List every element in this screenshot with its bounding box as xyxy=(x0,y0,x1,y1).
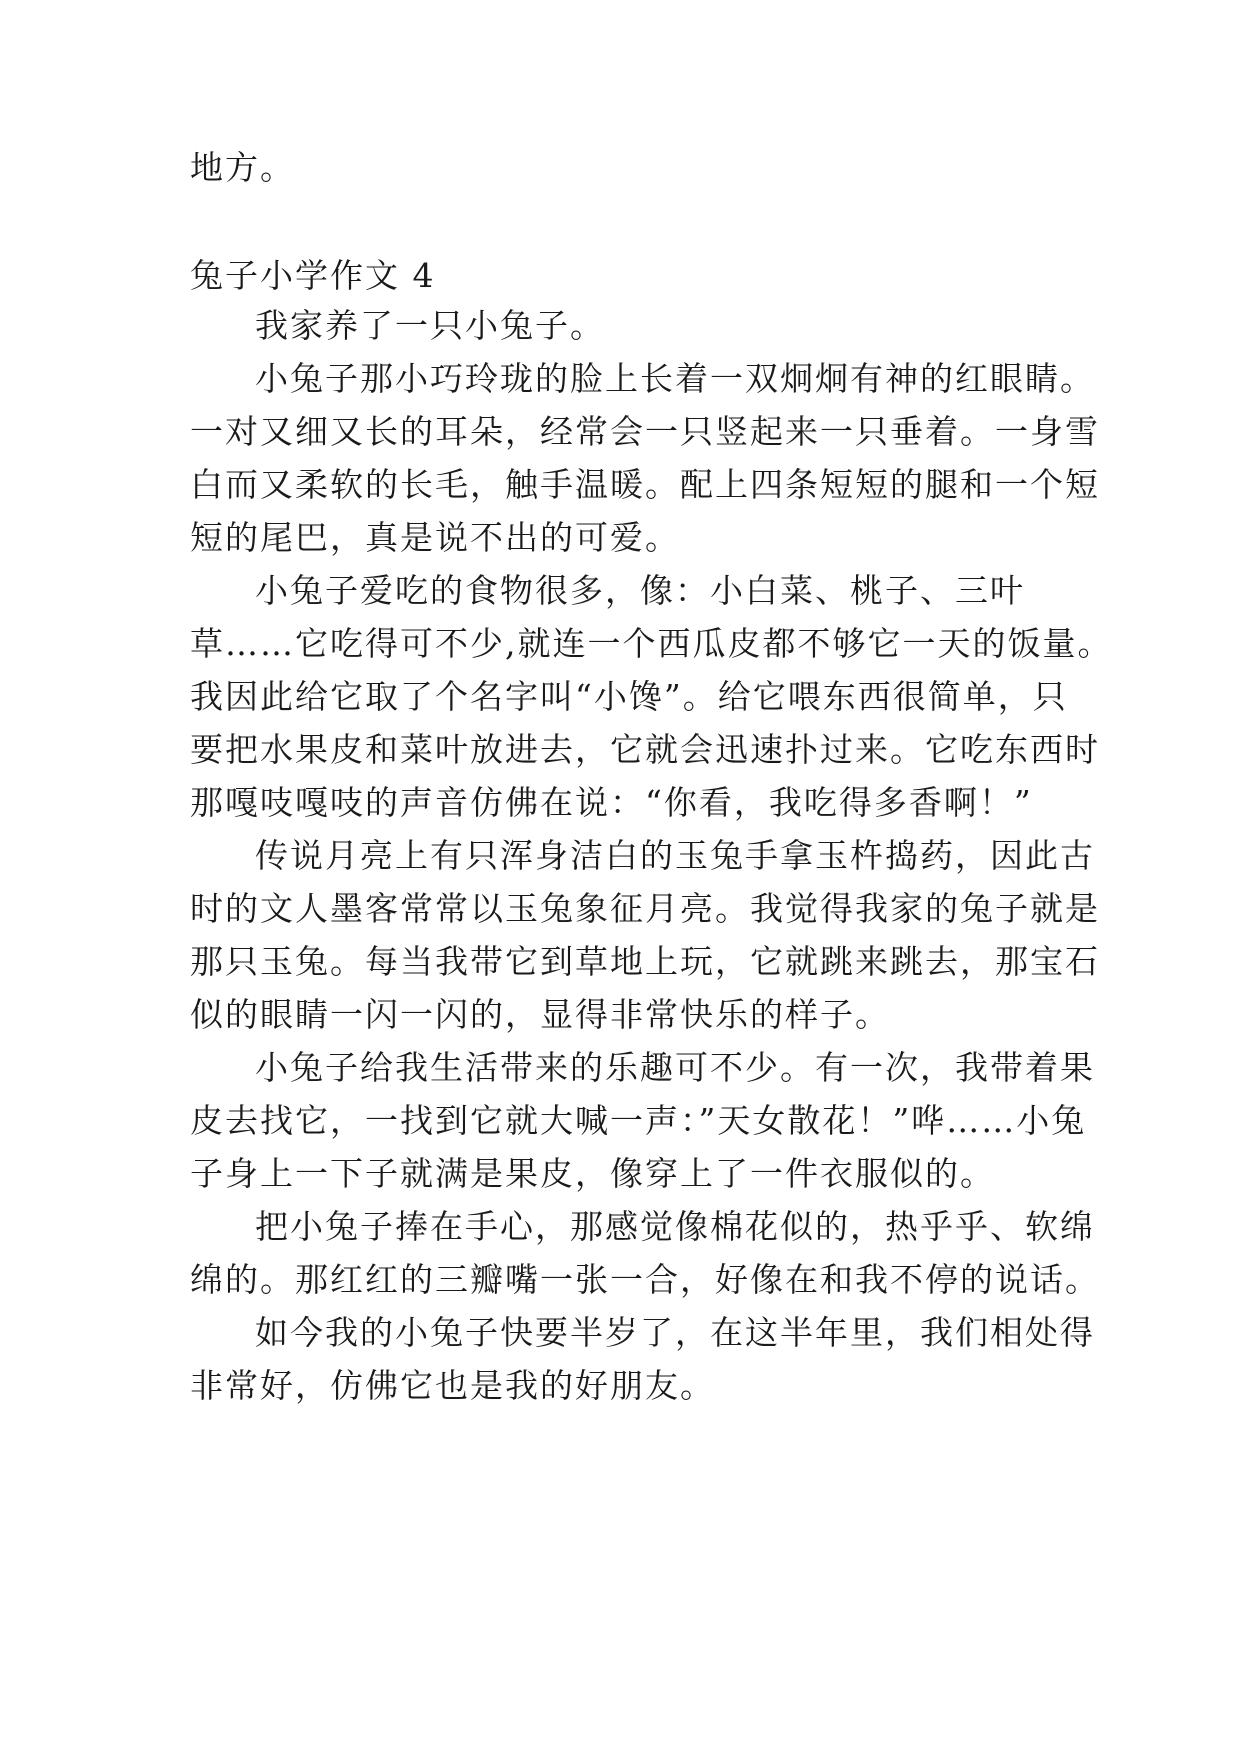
text-line: 我家养了一只小兔子。 xyxy=(255,306,605,345)
text-line: 我因此给它取了个名字叫“小馋”。给它喂东西很简单，只 xyxy=(190,677,1068,716)
top-fragment: 地方。 xyxy=(190,148,295,187)
text-line: 时的文人墨客常常以玉兔象征月亮。我觉得我家的兔子就是 xyxy=(190,889,1100,928)
text-line: 绵的。那红红的三瓣嘴一张一合，好像在和我不停的说话。 xyxy=(190,1260,1100,1299)
text-line: 那只玉兔。每当我带它到草地上玩，它就跳来跳去，那宝石 xyxy=(190,942,1100,981)
text-line: 把小兔子捧在手心，那感觉像棉花似的，热乎乎、软绵 xyxy=(255,1207,1095,1246)
text-line: 子身上一下子就满是果皮，像穿上了一件衣服似的。 xyxy=(190,1154,995,1193)
text-line: 白而又柔软的长毛，触手温暖。配上四条短短的腿和一个短 xyxy=(190,465,1100,504)
text-line: 皮去找它，一找到它就大喊一声：”天女散花！”哗……小兔 xyxy=(190,1101,1087,1140)
text-line: 一对又细又长的耳朵，经常会一只竖起来一只垂着。一身雪 xyxy=(190,412,1100,451)
essay-heading: 兔子小学作文 4 xyxy=(190,256,436,295)
text-line: 小兔子给我生活带来的乐趣可不少。有一次，我带着果 xyxy=(255,1048,1095,1087)
text-line: 传说月亮上有只浑身洁白的玉兔手拿玉杵捣药，因此古 xyxy=(255,836,1095,875)
text-line: 那嘎吱嘎吱的声音仿佛在说：“你看，我吃得多香啊！” xyxy=(190,783,1033,822)
text-line: 小兔子那小巧玲珑的脸上长着一双炯炯有神的红眼睛。 xyxy=(255,359,1095,398)
text-line: 草……它吃得可不少,就连一个西瓜皮都不够它一天的饭量。 xyxy=(190,624,1113,663)
text-line: 似的眼睛一闪一闪的，显得非常快乐的样子。 xyxy=(190,995,890,1034)
text-line: 非常好，仿佛它也是我的好朋友。 xyxy=(190,1366,715,1405)
text-line: 短的尾巴，真是说不出的可爱。 xyxy=(190,518,680,557)
text-line: 小兔子爱吃的食物很多，像：小白菜、桃子、三叶 xyxy=(255,571,1025,610)
text-line: 如今我的小兔子快要半岁了，在这半年里，我们相处得 xyxy=(255,1313,1095,1352)
text-line: 要把水果皮和菜叶放进去，它就会迅速扑过来。它吃东西时 xyxy=(190,730,1100,769)
